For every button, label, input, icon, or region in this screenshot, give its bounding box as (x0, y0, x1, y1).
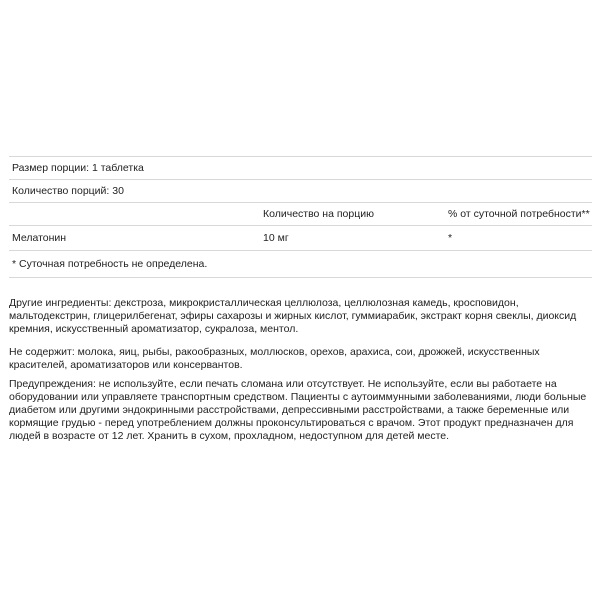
ingredient-amount: 10 мг (263, 232, 289, 244)
daily-value-header: % от суточной потребности** (448, 208, 590, 220)
footnote-text: * Суточная потребность не определена. (12, 258, 208, 270)
ingredient-name: Мелатонин (12, 232, 67, 244)
serving-size-row (9, 157, 592, 180)
does-not-contain-text: Не содержит: молока, яиц, рыбы, ракообразных, моллюсков, орехов, арахиса, сои, дрожжей, искусственных красителей, ароматизаторов или консервантов. (9, 346, 540, 371)
table-header-row (9, 203, 592, 226)
servings-count-row (9, 180, 592, 203)
servings-count-text: Количество порций: 30 (12, 185, 124, 197)
other-ingredients-text: Другие ингредиенты: декстроза, микрокристаллическая целлюлоза, целлюлозная камедь, кросповидон, мальтодекстрин, глицерилбегенат, эфиры сахарозы и жирных кислот, гуммиарабик, экстракт корня свеклы, диоксид кремния, искусственный ароматизатор, сукралоза, ментол. (9, 297, 577, 335)
ingredient-daily-value: * (448, 232, 453, 244)
serving-size-text: Размер порции: 1 таблетка (12, 162, 144, 174)
supplement-facts-table (9, 156, 592, 278)
amount-header: Количество на порцию (263, 208, 374, 220)
warnings-text: Предупреждения: не используйте, если печать сломана или отсутствует. Не используйте, если вы работаете на оборудовании или управляете транспортным средством. Пациенты с аутоиммунными заболеваниями, люди больные диабетом или другими эндокринными расстройствами, депрессивными расстройствами, а также беременные или кормящие грудью - перед употреблением должны проконсультироваться с врачом. Этот продукт предназначен для людей в возрасте от 12 лет. Хранить в сухом, прохладном, недоступном для детей месте. (9, 378, 587, 442)
footnote-row (9, 251, 592, 278)
table-row (9, 226, 592, 251)
